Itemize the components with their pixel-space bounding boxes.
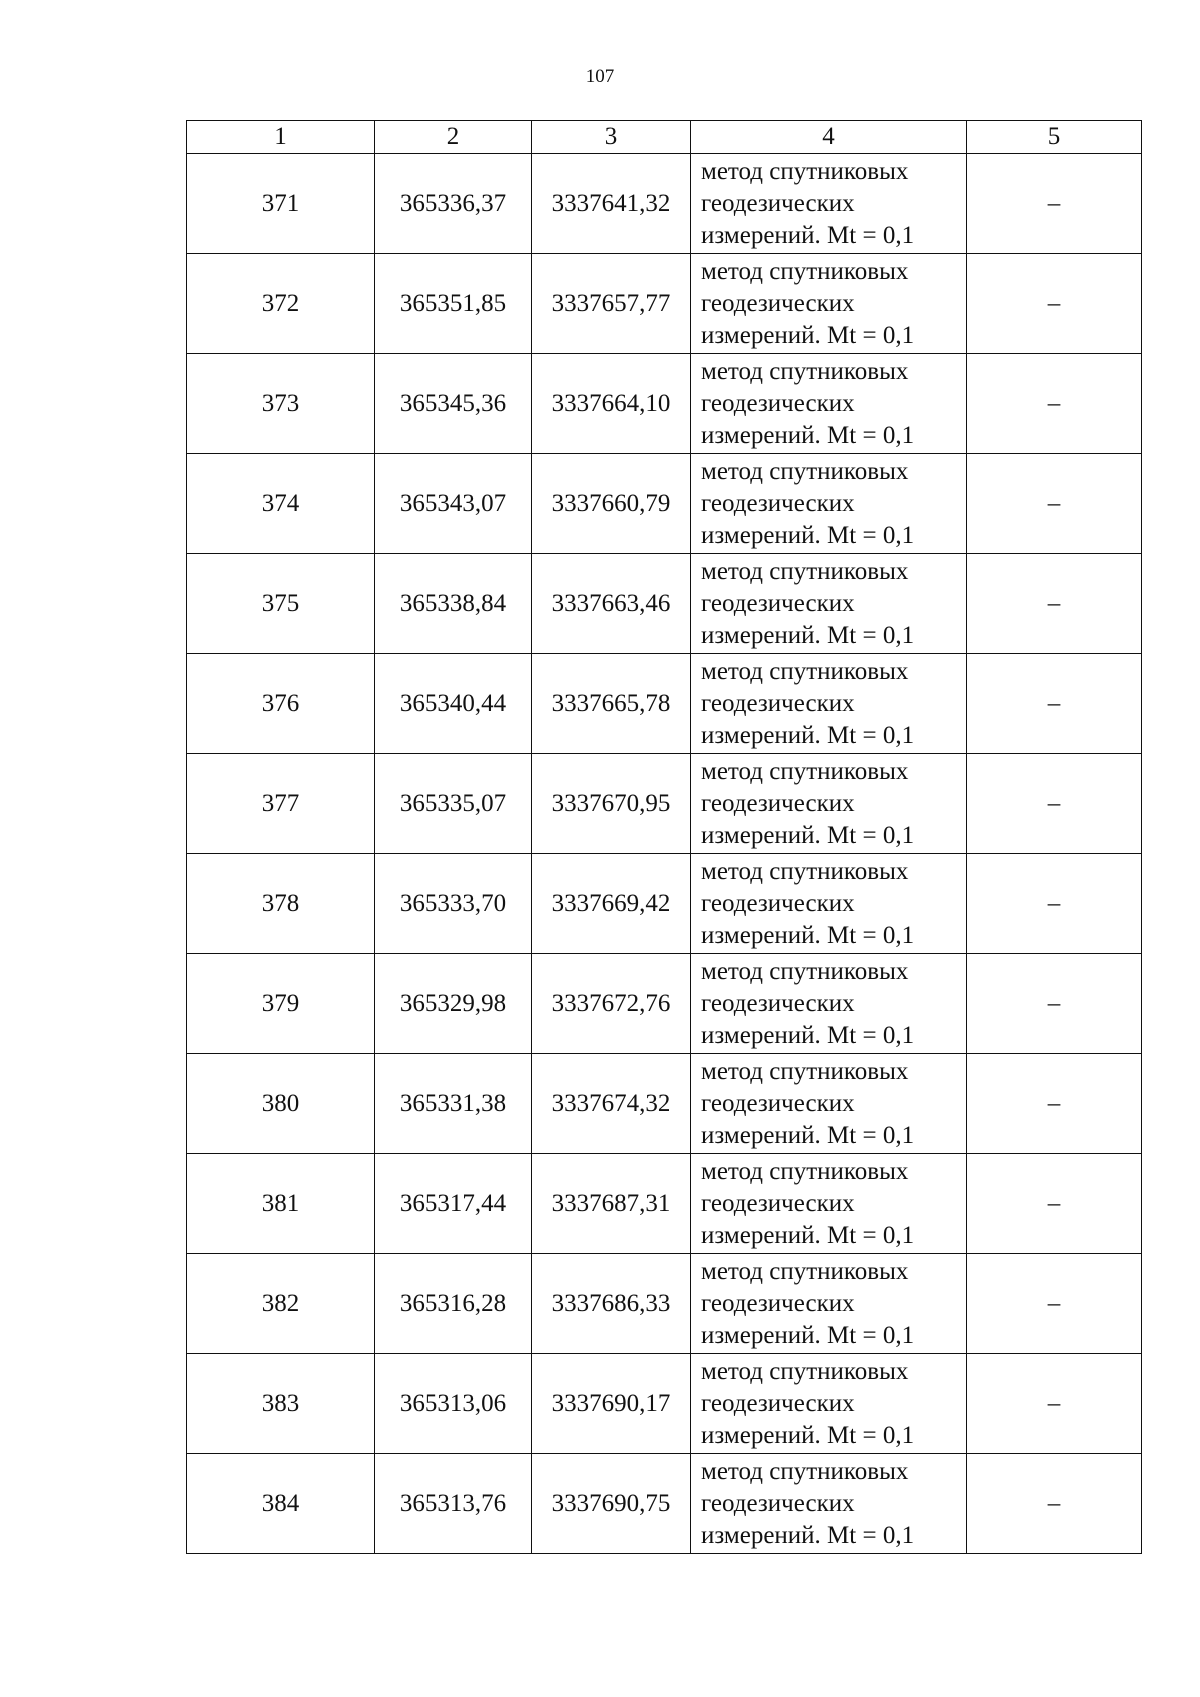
method-line: измерений. Mt = 0,1 [701,521,915,549]
point-number-cell: 382 [187,1254,375,1354]
note-cell: – [967,254,1142,354]
note-cell: – [967,754,1142,854]
note-cell: – [967,554,1142,654]
method-line: метод спутниковых [701,257,909,285]
method-line: измерений. Mt = 0,1 [701,721,915,749]
table-header-row [187,121,1142,154]
point-number-cell: 379 [187,954,375,1054]
x-coordinate-cell: 365336,37 [375,154,532,254]
y-coordinate-cell: 3337641,32 [532,154,691,254]
note-cell: – [967,654,1142,754]
method-line: геодезических [701,1289,855,1317]
page-number: 107 [585,66,615,87]
method-line: геодезических [701,889,855,917]
x-coordinate-cell: 365316,28 [375,1254,532,1354]
method-line: метод спутниковых [701,157,909,185]
method-line: метод спутниковых [701,557,909,585]
method-line: метод спутниковых [701,1357,909,1385]
method-cell [691,254,967,354]
table-row [187,1254,1142,1354]
method-cell [691,1254,967,1354]
method-line: измерений. Mt = 0,1 [701,921,915,949]
point-number-cell: 380 [187,1054,375,1154]
y-coordinate-cell: 3337664,10 [532,354,691,454]
method-line: измерений. Mt = 0,1 [701,421,915,449]
point-number-cell: 381 [187,1154,375,1254]
method-line: измерений. Mt = 0,1 [701,1321,915,1349]
method-cell [691,754,967,854]
y-coordinate-cell: 3337672,76 [532,954,691,1054]
y-coordinate-cell: 3337690,17 [532,1354,691,1454]
note-cell: – [967,1354,1142,1454]
method-line: геодезических [701,989,855,1017]
y-coordinate-cell: 3337674,32 [532,1054,691,1154]
method-line: геодезических [701,1489,855,1517]
method-line: измерений. Mt = 0,1 [701,1021,915,1049]
note-cell: – [967,1254,1142,1354]
note-cell: – [967,454,1142,554]
method-line: геодезических [701,789,855,817]
method-cell [691,1354,967,1454]
y-coordinate-cell: 3337686,33 [532,1254,691,1354]
method-line: метод спутниковых [701,1157,909,1185]
method-cell [691,154,967,254]
method-line: измерений. Mt = 0,1 [701,1521,915,1549]
method-line: метод спутниковых [701,357,909,385]
table-row [187,954,1142,1054]
method-line: метод спутниковых [701,1457,909,1485]
method-line: геодезических [701,389,855,417]
x-coordinate-cell: 365317,44 [375,1154,532,1254]
y-coordinate-cell: 3337687,31 [532,1154,691,1254]
column-header: 4 [691,121,967,154]
y-coordinate-cell: 3337663,46 [532,554,691,654]
method-line: метод спутниковых [701,957,909,985]
method-line: геодезических [701,189,855,217]
method-line: метод спутниковых [701,757,909,785]
x-coordinate-cell: 365345,36 [375,354,532,454]
x-coordinate-cell: 365351,85 [375,254,532,354]
y-coordinate-cell: 3337690,75 [532,1454,691,1554]
method-cell [691,854,967,954]
method-line: измерений. Mt = 0,1 [701,1221,915,1249]
note-cell: – [967,1154,1142,1254]
method-line: геодезических [701,589,855,617]
x-coordinate-cell: 365340,44 [375,654,532,754]
method-cell [691,654,967,754]
method-line: измерений. Mt = 0,1 [701,621,915,649]
method-line: геодезических [701,1189,855,1217]
note-cell: – [967,1054,1142,1154]
point-number-cell: 372 [187,254,375,354]
method-cell [691,1054,967,1154]
method-line: метод спутниковых [701,857,909,885]
note-cell: – [967,354,1142,454]
point-number-cell: 384 [187,1454,375,1554]
method-line: измерений. Mt = 0,1 [701,321,915,349]
table-row [187,754,1142,854]
point-number-cell: 371 [187,154,375,254]
method-line: измерений. Mt = 0,1 [701,1121,915,1149]
table-row [187,854,1142,954]
table-row [187,454,1142,554]
method-line: метод спутниковых [701,657,909,685]
method-line: измерений. Mt = 0,1 [701,221,915,249]
x-coordinate-cell: 365313,06 [375,1354,532,1454]
x-coordinate-cell: 365338,84 [375,554,532,654]
table-row [187,354,1142,454]
method-cell [691,354,967,454]
y-coordinate-cell: 3337665,78 [532,654,691,754]
table-row [187,654,1142,754]
point-number-cell: 375 [187,554,375,654]
table-row [187,1154,1142,1254]
table-body [187,154,1142,1554]
table-row [187,154,1142,254]
column-header: 3 [532,121,691,154]
method-line: метод спутниковых [701,1257,909,1285]
table-row [187,1054,1142,1154]
method-line: измерений. Mt = 0,1 [701,1421,915,1449]
method-cell [691,1154,967,1254]
method-cell [691,954,967,1054]
method-cell [691,454,967,554]
method-line: метод спутниковых [701,457,909,485]
y-coordinate-cell: 3337657,77 [532,254,691,354]
x-coordinate-cell: 365331,38 [375,1054,532,1154]
note-cell: – [967,854,1142,954]
column-header: 5 [967,121,1142,154]
x-coordinate-cell: 365335,07 [375,754,532,854]
note-cell: – [967,954,1142,1054]
coordinates-table [186,120,1142,1554]
point-number-cell: 383 [187,1354,375,1454]
point-number-cell: 378 [187,854,375,954]
method-line: геодезических [701,289,855,317]
method-line: геодезических [701,1389,855,1417]
y-coordinate-cell: 3337670,95 [532,754,691,854]
y-coordinate-cell: 3337660,79 [532,454,691,554]
table-row [187,1354,1142,1454]
method-line: метод спутниковых [701,1057,909,1085]
point-number-cell: 377 [187,754,375,854]
method-line: геодезических [701,689,855,717]
point-number-cell: 373 [187,354,375,454]
method-cell [691,554,967,654]
y-coordinate-cell: 3337669,42 [532,854,691,954]
table-row [187,554,1142,654]
x-coordinate-cell: 365313,76 [375,1454,532,1554]
point-number-cell: 376 [187,654,375,754]
method-line: геодезических [701,1089,855,1117]
note-cell: – [967,1454,1142,1554]
x-coordinate-cell: 365343,07 [375,454,532,554]
table-row [187,254,1142,354]
x-coordinate-cell: 365329,98 [375,954,532,1054]
table-row [187,1454,1142,1554]
column-header: 2 [375,121,532,154]
column-header: 1 [187,121,375,154]
method-cell [691,1454,967,1554]
method-line: измерений. Mt = 0,1 [701,821,915,849]
x-coordinate-cell: 365333,70 [375,854,532,954]
point-number-cell: 374 [187,454,375,554]
method-line: геодезических [701,489,855,517]
note-cell: – [967,154,1142,254]
